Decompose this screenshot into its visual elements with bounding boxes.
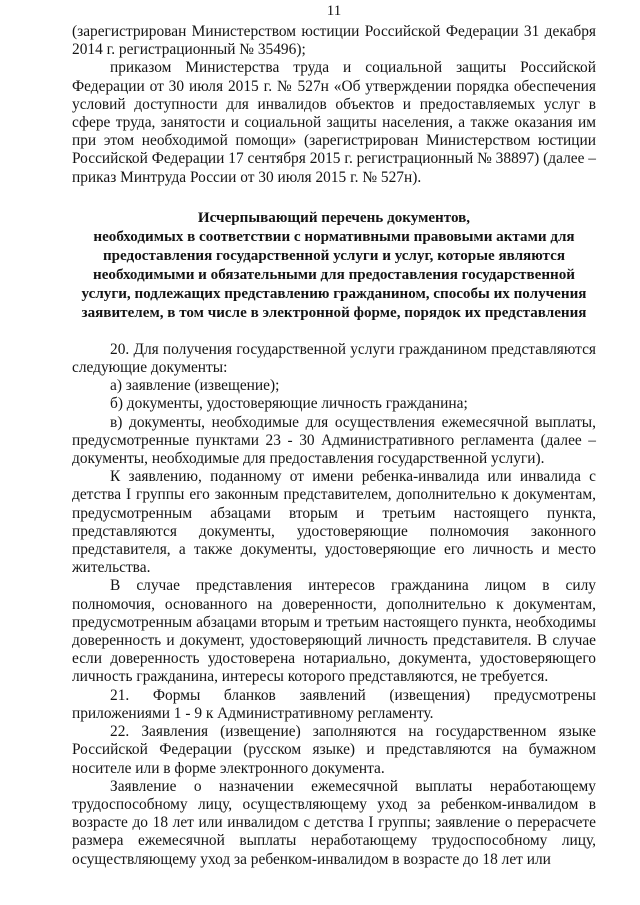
heading-line: услуги, подлежащих представлению гражданином, способы их получения xyxy=(81,285,587,302)
paragraph-item-22: 22. Заявления (извещение) заполняются на государственном языке Российской Федерации (русском языке) и представляются на бумажном носителе или в форме электронного документа. xyxy=(72,723,596,777)
heading-line: необходимых в соответствии с нормативными правовыми актами для xyxy=(93,228,575,245)
section-heading xyxy=(72,209,596,323)
heading-line: заявителем, в том числе в электронной форме, порядок их представления xyxy=(81,304,587,321)
paragraph-power-of-attorney: В случае представления интересов гражданина лицом в силу полномочия, основанного на доверенности, дополнительно к документам, предусмотренным абзацами вторым и третьим настоящего пункта, необходимы доверенность и документ, удостоверяющий личность представителя. В случае если доверенность удостоверена нотариально, документа, удостоверяющего личность гражданина, интересы которого представляются, не требуется. xyxy=(72,577,596,686)
paragraph-item-20-a: а) заявление (извещение); xyxy=(110,377,280,395)
heading-line: Исчерпывающий перечень документов, xyxy=(197,209,471,226)
paragraph-item-20-b: б) документы, удостоверяющие личность гражданина; xyxy=(110,395,468,413)
page-number: 11 xyxy=(326,3,342,19)
paragraph-registration-continuation: (зарегистрирован Министерством юстиции Российской Федерации 31 декабря 2014 г. регистрационный № 35496); xyxy=(72,23,596,59)
heading-line: необходимыми и обязательными для предоставления государственной xyxy=(93,266,575,283)
paragraph-legal-representative: К заявлению, поданному от имени ребенка-инвалида или инвалида с детства I группы его законным представителем, дополнительно к документам, предусмотренным абзацами вторым и третьим настоящего пункта, представляются документы, удостоверяющие полномочия законного представителя, а также документы, удостоверяющие его личность и место жительства. xyxy=(72,468,596,577)
paragraph-item-20-c: в) документы, необходимые для осуществления ежемесячной выплаты, предусмотренные пунктами 23 - 30 Административного регламента (далее – документы, необходимые для предоставления государственной услуги). xyxy=(72,413,596,468)
heading-line: предоставления государственной услуги и услуг, которые являются xyxy=(102,247,566,264)
paragraph-item-21: 21. Формы бланков заявлений (извещения) предусмотрены приложениями 1 - 9 к Административному регламенту. xyxy=(72,686,596,722)
paragraph-application-monthly-payment: Заявление о назначении ежемесячной выплаты неработающему трудоспособному лицу, осуществляющему уход за ребенком-инвалидом в возрасте до 18 лет или инвалидом с детства I группы; заявление о перерасчете размера ежемесячной выплаты неработающему трудоспособному лицу, осуществляющему уход за ребенком-инвалидом в возрасте до 18 лет или xyxy=(72,777,596,868)
paragraph-item-20: 20. Для получения государственной услуги гражданином представляются следующие документы: xyxy=(72,340,596,377)
paragraph-order-527n: приказом Министерства труда и социальной защиты Российской Федерации от 30 июля 2015 г. № 527н «Об утверждении порядка обеспечения условий доступности для инвалидов объектов и предоставляемых услуг в сфере труда, занятости и социальной защиты населения, а также оказания им при этом необходимой помощи» (зарегистрирован Министерством юстиции Российской Федерации 17 сентября 2015 г. регистрационный № 38897) (далее – приказ Минтруда России от 30 июля 2015 г. № 527н). xyxy=(72,59,596,186)
